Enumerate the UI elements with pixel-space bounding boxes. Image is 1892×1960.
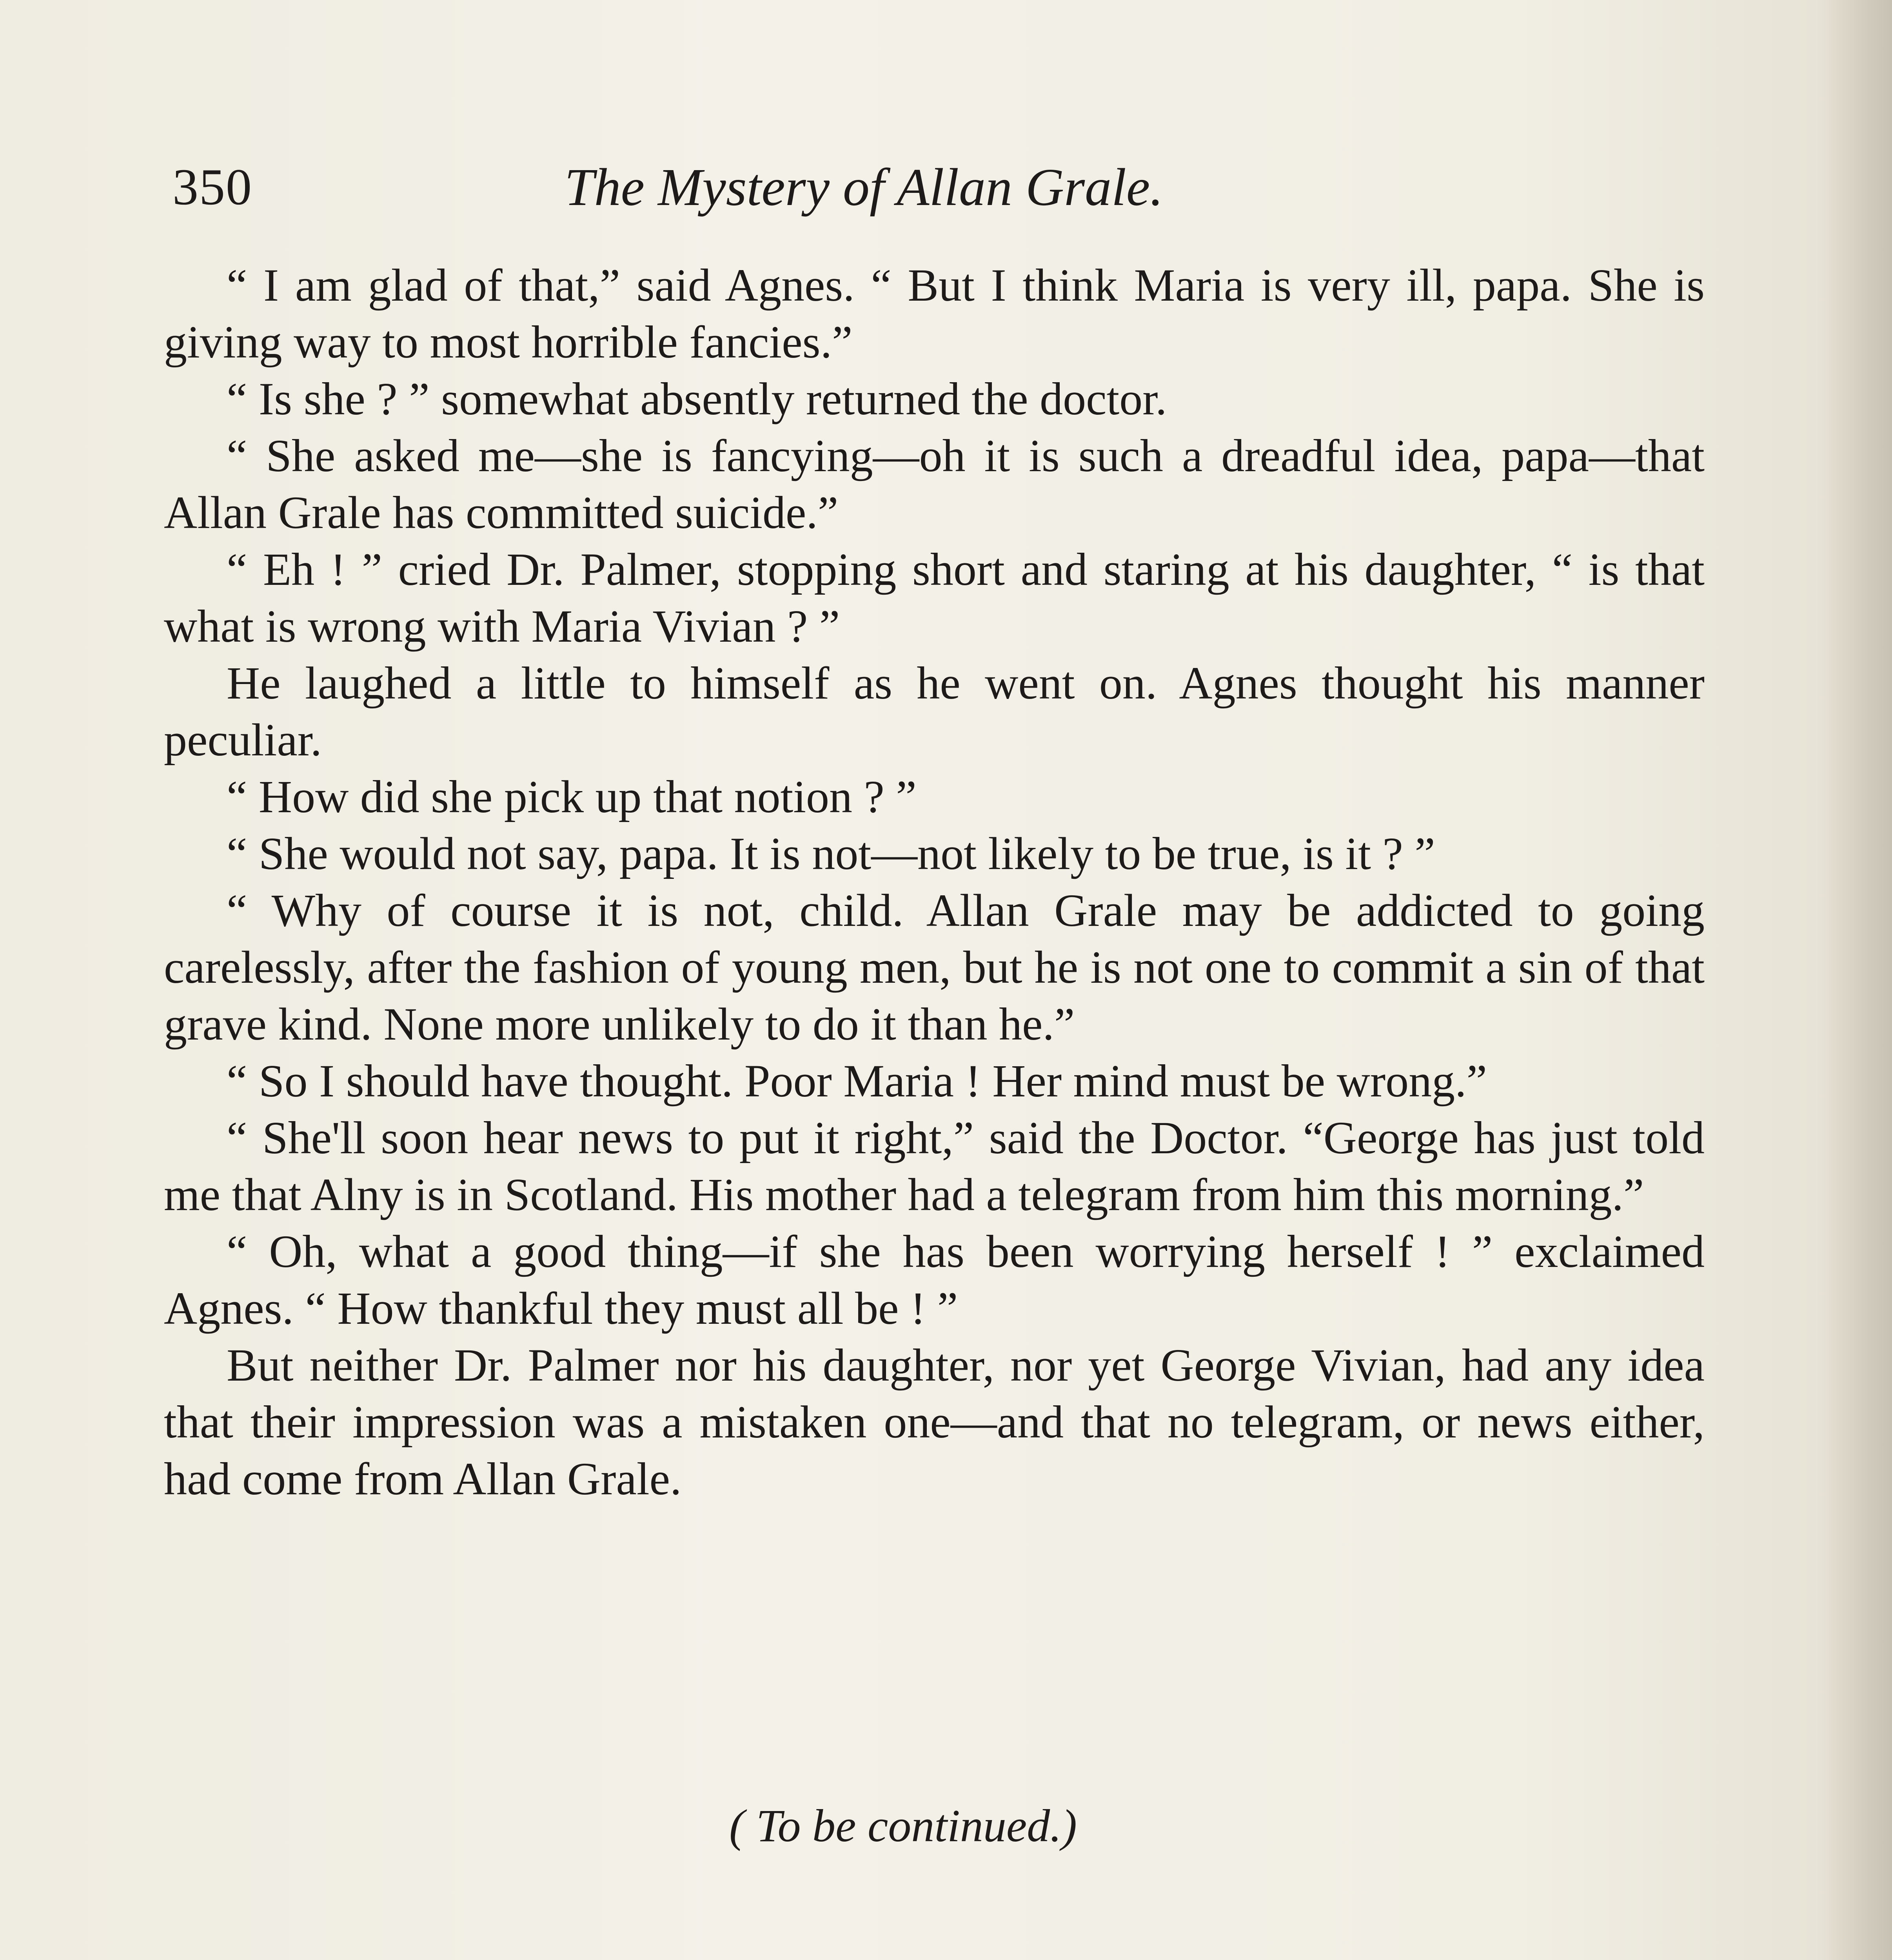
paragraph: “ Is she ? ” somewhat absently returned the doctor. — [227, 373, 1167, 425]
paragraph: “ I am glad of that,” said Agnes. “ But I think Maria is very ill, papa. She is giving way to most horrible fancies.” — [164, 260, 1705, 368]
paragraph: “ So I should have thought. Poor Maria ! Her mind must be wrong.” — [227, 1055, 1487, 1107]
paragraph: “ Eh ! ” cried Dr. Palmer, stopping short and staring at his daughter, “ is that what is wrong with Maria Vivian ? ” — [164, 544, 1705, 652]
paragraph: “ She'll soon hear news to put it right,” said the Doctor. “George has just told me that Alny is in Scotland. His mother had a telegram from him this morning.” — [164, 1112, 1705, 1220]
body-text — [164, 257, 1705, 1507]
to-be-continued-note: ( To be continued.) — [729, 1800, 1077, 1851]
page-header — [172, 149, 1717, 239]
page-spine-shadow — [1821, 0, 1892, 1960]
paragraph: He laughed a little to himself as he went on. Agnes thought his manner peculiar. — [164, 657, 1705, 766]
running-title: The Mystery of Allan Grale. — [565, 158, 1164, 217]
page-number: 350 — [172, 158, 252, 216]
paragraph: “ She asked me—she is fancying—oh it is such a dreadful idea, papa—that Allan Grale has committed suicide.” — [164, 430, 1705, 538]
paragraph: “ She would not say, papa. It is not—not likely to be true, is it ? ” — [227, 828, 1435, 879]
paragraph: “ How did she pick up that notion ? ” — [227, 771, 917, 822]
paragraph: “ Oh, what a good thing—if she has been worrying herself ! ” exclaimed Agnes. “ How thankful they must all be ! ” — [164, 1226, 1705, 1334]
paragraph: “ Why of course it is not, child. Allan Grale may be addicted to going carelessly, after the fashion of young men, but he is not one to commit a sin of that grave kind. None more unlikely to do it than he.” — [164, 885, 1705, 1050]
paragraph: But neither Dr. Palmer nor his daughter, nor yet George Vivian, had any idea that their impression was a mistaken one—and that no telegram, or news either, had come from Allan Grale. — [164, 1339, 1705, 1504]
